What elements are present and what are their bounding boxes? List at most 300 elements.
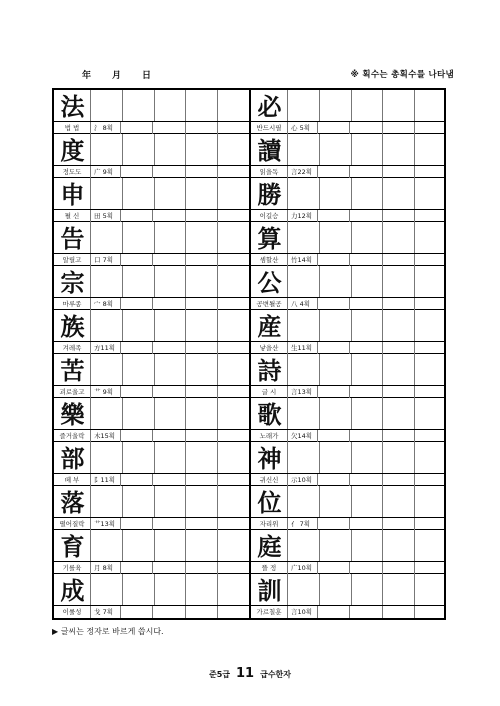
info-blank-cell xyxy=(153,254,185,266)
char-row xyxy=(54,310,249,354)
writing-cell[interactable] xyxy=(91,442,123,473)
info-blank-cell xyxy=(415,166,446,178)
writing-cell[interactable] xyxy=(320,354,352,385)
writing-cell[interactable] xyxy=(123,442,155,473)
info-blank-cell xyxy=(153,342,185,354)
info-blank-cell xyxy=(153,562,185,574)
writing-cell[interactable] xyxy=(186,178,218,209)
writing-cell[interactable] xyxy=(218,222,249,253)
char-info-strip xyxy=(251,605,446,618)
hanja-meaning: 셈할산 xyxy=(251,254,288,266)
writing-cell[interactable] xyxy=(91,222,123,253)
writing-cell[interactable] xyxy=(288,486,320,517)
writing-cell[interactable] xyxy=(415,486,446,517)
writing-cell[interactable] xyxy=(415,310,446,341)
info-blank-cell xyxy=(350,606,382,618)
info-blank-cell xyxy=(318,518,350,530)
writing-cell[interactable] xyxy=(123,266,155,297)
info-blank-cell xyxy=(121,518,153,530)
char-info-strip xyxy=(54,385,249,398)
char-row xyxy=(54,574,249,618)
hanja-meaning: 노래가 xyxy=(251,430,288,442)
writing-cell[interactable] xyxy=(91,90,123,121)
hanja-meaning: 기를육 xyxy=(54,562,91,574)
writing-cell[interactable] xyxy=(320,266,352,297)
writing-cell[interactable] xyxy=(218,486,249,517)
writing-cell[interactable] xyxy=(383,266,415,297)
writing-cell[interactable] xyxy=(320,90,352,121)
writing-cell[interactable] xyxy=(415,90,446,121)
info-blank-cells xyxy=(121,518,249,530)
char-row xyxy=(251,310,446,354)
writing-cell[interactable] xyxy=(288,442,320,473)
writing-cell[interactable] xyxy=(415,266,446,297)
writing-cell[interactable] xyxy=(352,530,384,561)
writing-cell[interactable] xyxy=(186,266,218,297)
radical-stroke-count: 示10획 xyxy=(288,474,318,486)
writing-cell[interactable] xyxy=(91,266,123,297)
hanja-character: 法 xyxy=(60,92,85,121)
hanja-character: 宗 xyxy=(60,268,85,297)
char-info-strip xyxy=(54,341,249,354)
char-row xyxy=(251,222,446,266)
hanja-character: 樂 xyxy=(60,400,85,429)
writing-cell[interactable] xyxy=(288,90,320,121)
info-blank-cell xyxy=(121,254,153,266)
footer-title: 급수한자 xyxy=(260,670,292,679)
writing-cell[interactable] xyxy=(218,574,249,605)
char-info-strip xyxy=(251,561,446,574)
hanja-character: 族 xyxy=(60,312,85,341)
hanja-meaning: 즐거울락 xyxy=(54,430,91,442)
char-row xyxy=(251,486,446,530)
writing-cell[interactable] xyxy=(91,530,123,561)
writing-cell[interactable] xyxy=(320,398,352,429)
info-blank-cell xyxy=(186,298,218,310)
info-blank-cell xyxy=(218,122,249,134)
writing-cell[interactable] xyxy=(155,398,187,429)
hanja-character: 必 xyxy=(257,92,282,121)
hanja-character: 歌 xyxy=(257,400,282,429)
info-blank-cell xyxy=(186,254,218,266)
hanja-character: 度 xyxy=(60,136,85,165)
writing-cell[interactable] xyxy=(352,134,384,165)
writing-cell[interactable] xyxy=(383,134,415,165)
hanja-character: 神 xyxy=(257,444,282,473)
radical-stroke-count: 言10획 xyxy=(288,606,318,618)
writing-cell[interactable] xyxy=(218,398,249,429)
hanja-meaning: 떨어질락 xyxy=(54,518,91,530)
info-blank-cell xyxy=(383,430,415,442)
info-blank-cell xyxy=(186,474,218,486)
writing-cell[interactable] xyxy=(415,354,446,385)
writing-cell[interactable] xyxy=(186,530,218,561)
hanja-character: 勝 xyxy=(257,180,282,209)
writing-cell[interactable] xyxy=(352,574,384,605)
info-blank-cell xyxy=(121,166,153,178)
info-blank-cell xyxy=(383,342,415,354)
info-blank-cell xyxy=(121,342,153,354)
writing-cell[interactable] xyxy=(155,310,187,341)
writing-cell[interactable] xyxy=(352,310,384,341)
info-blank-cell xyxy=(383,386,415,398)
writing-cell[interactable] xyxy=(186,90,218,121)
writing-cell[interactable] xyxy=(288,134,320,165)
writing-cell[interactable] xyxy=(123,134,155,165)
info-blank-cell xyxy=(186,342,218,354)
info-blank-cells xyxy=(121,474,249,486)
info-blank-cell xyxy=(350,122,382,134)
writing-cell[interactable] xyxy=(320,486,352,517)
writing-cell[interactable] xyxy=(352,442,384,473)
info-blank-cell xyxy=(186,386,218,398)
char-row xyxy=(54,398,249,442)
radical-stroke-count: 氵 8획 xyxy=(91,122,121,134)
writing-cell[interactable] xyxy=(352,90,384,121)
writing-cell[interactable] xyxy=(352,266,384,297)
info-blank-cell xyxy=(383,254,415,266)
radical-stroke-count: 木15획 xyxy=(91,430,121,442)
page-footer xyxy=(0,666,500,681)
char-row xyxy=(54,442,249,486)
radical-stroke-count: 艹 9획 xyxy=(91,386,121,398)
writing-cell[interactable] xyxy=(123,178,155,209)
info-blank-cell xyxy=(218,342,249,354)
info-blank-cell xyxy=(121,606,153,618)
hanja-meaning: 공변될공 xyxy=(251,298,288,310)
radical-stroke-count: 竹14획 xyxy=(288,254,318,266)
info-blank-cell xyxy=(415,298,446,310)
info-blank-cells xyxy=(121,298,249,310)
writing-cell[interactable] xyxy=(91,310,123,341)
writing-cell[interactable] xyxy=(218,310,249,341)
info-blank-cell xyxy=(383,606,415,618)
writing-cell[interactable] xyxy=(383,574,415,605)
info-blank-cell xyxy=(415,606,446,618)
writing-cell[interactable] xyxy=(218,178,249,209)
hanja-meaning: 법 법 xyxy=(54,122,91,134)
writing-cell[interactable] xyxy=(383,310,415,341)
writing-cell[interactable] xyxy=(155,134,187,165)
info-blank-cells xyxy=(318,122,446,134)
info-blank-cell xyxy=(218,562,249,574)
hanja-character: 讀 xyxy=(257,136,282,165)
hanja-character: 成 xyxy=(60,576,85,605)
writing-cell[interactable] xyxy=(288,530,320,561)
char-info-strip xyxy=(54,253,249,266)
writing-cell[interactable] xyxy=(218,442,249,473)
info-blank-cell xyxy=(415,122,446,134)
writing-cell[interactable] xyxy=(320,222,352,253)
info-blank-cell xyxy=(415,518,446,530)
radical-stroke-count: 力12획 xyxy=(288,210,318,222)
info-blank-cell xyxy=(318,254,350,266)
info-blank-cell xyxy=(318,474,350,486)
writing-cell[interactable] xyxy=(320,574,352,605)
writing-cell[interactable] xyxy=(320,442,352,473)
radical-stroke-count: 方11획 xyxy=(91,342,121,354)
char-info-strip xyxy=(54,429,249,442)
info-blank-cell xyxy=(350,166,382,178)
info-blank-cell xyxy=(318,606,350,618)
hanja-meaning: 이룰성 xyxy=(54,606,91,618)
writing-cell[interactable] xyxy=(155,90,187,121)
info-blank-cell xyxy=(350,342,382,354)
writing-cell[interactable] xyxy=(186,398,218,429)
info-blank-cells xyxy=(318,562,446,574)
writing-cell[interactable] xyxy=(91,134,123,165)
writing-cell[interactable] xyxy=(186,354,218,385)
info-blank-cell xyxy=(218,210,249,222)
info-blank-cells xyxy=(318,342,446,354)
info-blank-cells xyxy=(121,254,249,266)
writing-cell[interactable] xyxy=(123,574,155,605)
info-blank-cell xyxy=(186,210,218,222)
day-label: 日 xyxy=(142,71,152,81)
hanja-meaning: 가르칠훈 xyxy=(251,606,288,618)
writing-cell[interactable] xyxy=(186,442,218,473)
hanja-character: 申 xyxy=(60,180,85,209)
writing-cell[interactable] xyxy=(415,398,446,429)
writing-cell[interactable] xyxy=(288,178,320,209)
writing-cell[interactable] xyxy=(91,354,123,385)
writing-cell[interactable] xyxy=(383,90,415,121)
radical-stroke-count: 亻 7획 xyxy=(288,518,318,530)
hanja-character: 訓 xyxy=(257,576,282,605)
writing-cell[interactable] xyxy=(123,354,155,385)
writing-cell[interactable] xyxy=(91,574,123,605)
writing-cell[interactable] xyxy=(352,354,384,385)
info-blank-cell xyxy=(415,254,446,266)
char-info-strip xyxy=(251,429,446,442)
info-blank-cell xyxy=(218,386,249,398)
char-info-strip xyxy=(251,165,446,178)
info-blank-cell xyxy=(415,210,446,222)
writing-cell[interactable] xyxy=(155,486,187,517)
hanja-character: 位 xyxy=(257,488,282,517)
writing-cell[interactable] xyxy=(383,354,415,385)
radical-stroke-count: 艹13획 xyxy=(91,518,121,530)
info-blank-cells xyxy=(121,386,249,398)
writing-cell[interactable] xyxy=(123,90,155,121)
char-info-strip xyxy=(54,605,249,618)
info-blank-cells xyxy=(318,210,446,222)
char-row xyxy=(54,266,249,310)
info-blank-cell xyxy=(121,430,153,442)
writing-cell[interactable] xyxy=(155,178,187,209)
writing-cell[interactable] xyxy=(288,354,320,385)
radical-stroke-count: 欠14획 xyxy=(288,430,318,442)
char-row xyxy=(251,530,446,574)
writing-cell[interactable] xyxy=(352,398,384,429)
writing-cell[interactable] xyxy=(415,574,446,605)
info-blank-cell xyxy=(318,430,350,442)
char-row xyxy=(251,266,446,310)
info-blank-cell xyxy=(153,210,185,222)
char-row xyxy=(251,398,446,442)
info-blank-cell xyxy=(121,562,153,574)
writing-cell[interactable] xyxy=(352,486,384,517)
info-blank-cell xyxy=(383,166,415,178)
radical-stroke-count: 宀 8획 xyxy=(91,298,121,310)
writing-cell[interactable] xyxy=(218,90,249,121)
writing-cell[interactable] xyxy=(123,530,155,561)
hanja-meaning: 귀신신 xyxy=(251,474,288,486)
info-blank-cells xyxy=(318,518,446,530)
char-row xyxy=(251,90,446,134)
info-blank-cell xyxy=(121,474,153,486)
char-row xyxy=(54,90,249,134)
writing-cell[interactable] xyxy=(383,398,415,429)
info-blank-cell xyxy=(350,518,382,530)
writing-cell[interactable] xyxy=(155,266,187,297)
info-blank-cell xyxy=(415,342,446,354)
info-blank-cell xyxy=(218,166,249,178)
info-blank-cell xyxy=(350,210,382,222)
info-blank-cell xyxy=(350,298,382,310)
writing-cell[interactable] xyxy=(288,398,320,429)
info-blank-cell xyxy=(153,430,185,442)
writing-cell[interactable] xyxy=(415,134,446,165)
writing-cell[interactable] xyxy=(352,178,384,209)
writing-cell[interactable] xyxy=(155,442,187,473)
info-blank-cell xyxy=(218,606,249,618)
info-blank-cell xyxy=(153,298,185,310)
char-row xyxy=(251,178,446,222)
info-blank-cell xyxy=(121,386,153,398)
writing-cell[interactable] xyxy=(415,530,446,561)
year-label: 年 xyxy=(82,71,92,81)
info-blank-cells xyxy=(318,254,446,266)
char-row xyxy=(251,574,446,618)
writing-cell[interactable] xyxy=(155,222,187,253)
char-info-strip xyxy=(251,517,446,530)
hanja-meaning: 낳을산 xyxy=(251,342,288,354)
writing-cell[interactable] xyxy=(186,574,218,605)
info-blank-cell xyxy=(218,298,249,310)
writing-cell[interactable] xyxy=(123,310,155,341)
hanja-character: 庭 xyxy=(257,532,282,561)
right-column xyxy=(249,90,446,618)
writing-cell[interactable] xyxy=(415,222,446,253)
hanja-meaning: 괴로울고 xyxy=(54,386,91,398)
writing-cell[interactable] xyxy=(155,574,187,605)
info-blank-cell xyxy=(153,518,185,530)
info-blank-cell xyxy=(218,430,249,442)
char-row xyxy=(54,222,249,266)
info-blank-cell xyxy=(218,518,249,530)
writing-cell[interactable] xyxy=(123,486,155,517)
info-blank-cell xyxy=(153,474,185,486)
writing-cell[interactable] xyxy=(320,530,352,561)
hanja-meaning: 정도도 xyxy=(54,166,91,178)
writing-cell[interactable] xyxy=(415,178,446,209)
writing-cell[interactable] xyxy=(288,574,320,605)
info-blank-cell xyxy=(350,386,382,398)
info-blank-cell xyxy=(186,122,218,134)
hanja-meaning: 떼 부 xyxy=(54,474,91,486)
writing-cell[interactable] xyxy=(186,486,218,517)
char-info-strip xyxy=(251,121,446,134)
info-blank-cell xyxy=(153,606,185,618)
info-blank-cell xyxy=(121,122,153,134)
writing-cell[interactable] xyxy=(383,486,415,517)
info-blank-cells xyxy=(121,430,249,442)
char-info-strip xyxy=(251,473,446,486)
writing-cell[interactable] xyxy=(320,310,352,341)
writing-cell[interactable] xyxy=(123,398,155,429)
info-blank-cell xyxy=(350,254,382,266)
hanja-meaning: 반드시필 xyxy=(251,122,288,134)
info-blank-cells xyxy=(318,298,446,310)
writing-cell[interactable] xyxy=(218,134,249,165)
radical-stroke-count: 言22획 xyxy=(288,166,318,178)
radical-stroke-count: 月 8획 xyxy=(91,562,121,574)
info-blank-cell xyxy=(218,474,249,486)
writing-cell[interactable] xyxy=(320,178,352,209)
info-blank-cell xyxy=(415,430,446,442)
writing-cell[interactable] xyxy=(218,530,249,561)
info-blank-cell xyxy=(186,562,218,574)
writing-cell[interactable] xyxy=(91,486,123,517)
info-blank-cell xyxy=(383,474,415,486)
hanja-meaning: 이길승 xyxy=(251,210,288,222)
writing-cell[interactable] xyxy=(91,398,123,429)
radical-stroke-count: 广 9획 xyxy=(91,166,121,178)
writing-cell[interactable] xyxy=(288,266,320,297)
writing-cell[interactable] xyxy=(186,222,218,253)
writing-cell[interactable] xyxy=(288,222,320,253)
info-blank-cells xyxy=(121,210,249,222)
char-info-strip xyxy=(251,341,446,354)
info-blank-cells xyxy=(121,166,249,178)
info-blank-cell xyxy=(415,386,446,398)
hanja-character: 算 xyxy=(257,224,282,253)
writing-cell[interactable] xyxy=(288,310,320,341)
writing-cell[interactable] xyxy=(383,222,415,253)
writing-cell[interactable] xyxy=(383,442,415,473)
radical-stroke-count: 阝11획 xyxy=(91,474,121,486)
writing-cell[interactable] xyxy=(320,134,352,165)
info-blank-cell xyxy=(186,166,218,178)
writing-cell[interactable] xyxy=(218,354,249,385)
writing-cell[interactable] xyxy=(218,266,249,297)
info-blank-cell xyxy=(383,562,415,574)
char-info-strip xyxy=(54,561,249,574)
writing-cell[interactable] xyxy=(186,134,218,165)
writing-cell[interactable] xyxy=(123,222,155,253)
char-info-strip xyxy=(54,121,249,134)
hanja-character: 育 xyxy=(60,532,85,561)
writing-cell[interactable] xyxy=(91,178,123,209)
info-blank-cell xyxy=(318,122,350,134)
hanja-meaning: 뜰 정 xyxy=(251,562,288,574)
writing-cell[interactable] xyxy=(383,530,415,561)
writing-cell[interactable] xyxy=(155,354,187,385)
info-blank-cells xyxy=(121,342,249,354)
writing-cell[interactable] xyxy=(352,222,384,253)
info-blank-cells xyxy=(121,562,249,574)
info-blank-cell xyxy=(318,210,350,222)
writing-cell[interactable] xyxy=(186,310,218,341)
info-blank-cell xyxy=(415,562,446,574)
writing-cell[interactable] xyxy=(155,530,187,561)
writing-cell[interactable] xyxy=(383,178,415,209)
char-row xyxy=(251,134,446,178)
writing-cell[interactable] xyxy=(415,442,446,473)
info-blank-cells xyxy=(318,166,446,178)
info-blank-cells xyxy=(318,474,446,486)
